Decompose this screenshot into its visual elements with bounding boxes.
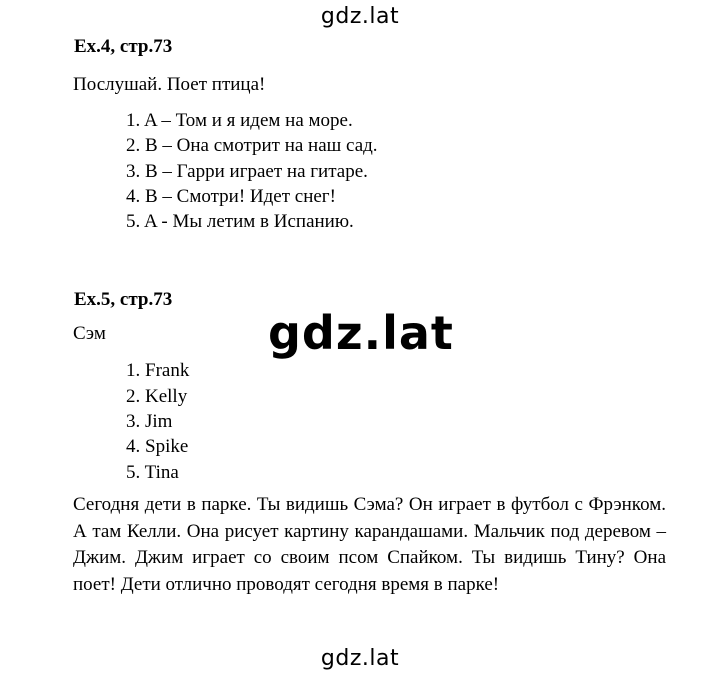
ex5-intro: Сэм xyxy=(73,323,106,344)
ex4-list-item: 1. A – Том и я идем на море. xyxy=(126,110,353,131)
watermark-bottom: gdz.lat xyxy=(320,646,400,671)
ex5-list-item: 3. Jim xyxy=(126,411,173,432)
ex4-list-item: 2. B – Она смотрит на наш сад. xyxy=(126,135,378,156)
ex4-heading: Ex.4, стр.73 xyxy=(74,36,173,57)
ex4-list-item: 4. B – Смотри! Идет снег! xyxy=(126,186,336,207)
ex5-heading: Ex.5, стр.73 xyxy=(74,289,173,310)
ex5-list-item: 4. Spike xyxy=(126,436,189,457)
watermark-middle: gdz.lat xyxy=(268,306,454,360)
ex4-list-item: 5. A - Мы летим в Испанию. xyxy=(126,211,354,232)
ex4-intro: Послушай. Поет птица! xyxy=(73,74,266,95)
ex5-list-item: 1. Frank xyxy=(126,360,190,381)
ex5-list-item: 2. Kelly xyxy=(126,386,188,407)
ex5-paragraph: Сегодня дети в парке. Ты видишь Сэма? Он играет в футбол с Фрэнком. А там Келли. Она рисует картину карандашами. Мальчик под деревом – Джим. Джим играет со своим псом Спайком. Ты видишь Тину? Она поет! Дети отлично проводят сегодня время в парке! xyxy=(73,494,666,595)
ex5-list-item: 5. Tina xyxy=(126,462,179,483)
watermark-top: gdz.lat xyxy=(320,4,400,29)
ex4-list-item: 3. B – Гарри играет на гитаре. xyxy=(126,161,368,182)
